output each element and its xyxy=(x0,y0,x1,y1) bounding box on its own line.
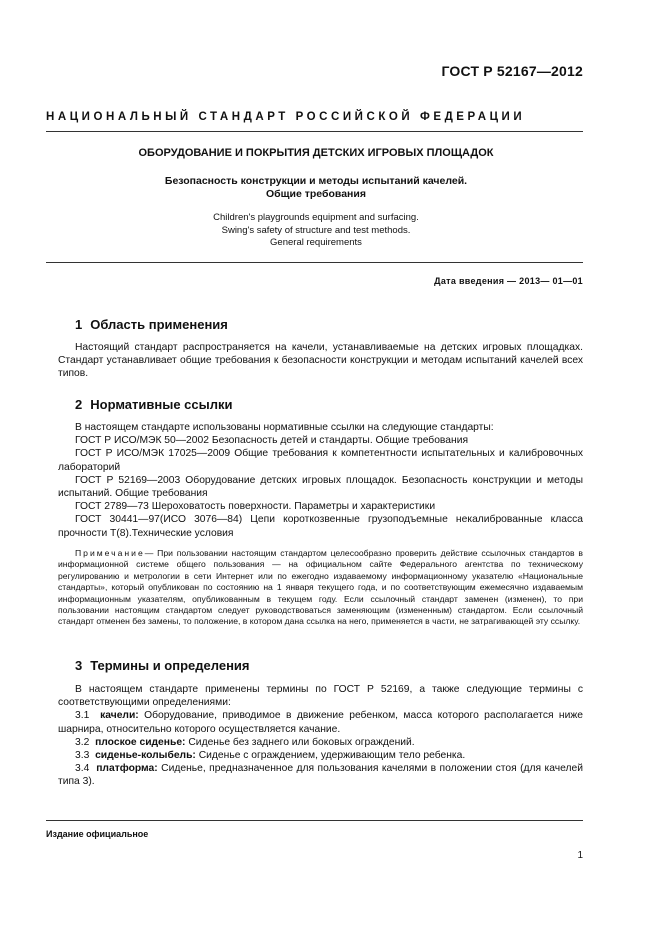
term-name: плоское сиденье: xyxy=(95,736,186,748)
term-definition: Сиденье, предназначенное для пользования качелями в положении стоя (для качелей типа 3). xyxy=(58,763,583,788)
term-number: 3.1 xyxy=(75,710,90,722)
note-text: — При пользовании настоящим стандартом целесообразно проверить действие ссылочных стандартов в информационной системе общего пользования — на официальном сайте Федерального агентства по техническому регулированию и метрологии в сети Интернет или по ежегодно издаваемому информационному указателю «Национальные стандарты», который опубликован по состоянию на 1 января текущего года, и по соответствующим ежемесячно издаваемым информационным указателям, опубликованным в текущем году. Если ссылочный стандарт заменен (изменен), то при пользовании настоящим стандартом следует руководствоваться заменяющим (измененным) стандартом. Если ссылочный стандарт отменен без замены, то положение, в котором дана ссылка на него, применяется в части, не затрагивающей эту ссылку. xyxy=(58,548,583,627)
official-edition-label: Издание официальное xyxy=(46,829,149,839)
reference-item: ГОСТ 2789—73 Шероховатость поверхности. Параметры и характеристики xyxy=(75,501,436,513)
term-number: 3.4 xyxy=(75,763,90,775)
english-title-line-3: General requirements xyxy=(270,237,362,248)
term-number: 3.2 xyxy=(75,736,90,748)
section-1-body xyxy=(58,341,583,381)
section-1-number: 1 xyxy=(75,317,83,332)
section-2-heading xyxy=(75,397,232,412)
title-divider xyxy=(46,262,583,263)
section-2-note xyxy=(58,548,583,628)
term-name: качели: xyxy=(100,710,139,722)
term-item xyxy=(58,762,583,788)
term-item xyxy=(58,709,583,735)
section-3-heading xyxy=(75,658,250,673)
reference-item: ГОСТ Р ИСО/МЭК 50—2002 Безопасность детей и стандарты. Общие требования xyxy=(75,435,469,447)
term-name: платформа: xyxy=(96,763,158,775)
document-subtitle xyxy=(46,175,586,201)
term-definition: Сиденье с ограждением, удерживающим тело ребенка. xyxy=(198,750,466,762)
note-label: Примечание xyxy=(75,548,145,558)
section-2-number: 2 xyxy=(75,397,83,412)
term-item xyxy=(58,749,583,762)
term-number: 3.3 xyxy=(75,750,90,762)
english-title-line-2: Swing's safety of structure and test methods. xyxy=(221,224,411,236)
page-number: 1 xyxy=(577,850,583,861)
section-2-title: Нормативные ссылки xyxy=(90,397,233,412)
english-title xyxy=(46,212,586,250)
introduction-date: Дата введения — 2013— 01—01 xyxy=(434,276,583,286)
document-title: ОБОРУДОВАНИЕ И ПОКРЫТИЯ ДЕТСКИХ ИГРОВЫХ ПЛОЩАДОК xyxy=(138,147,494,159)
section-2-body xyxy=(58,421,583,540)
reference-item: ГОСТ 30441—97(ИСО 3076—84) Цепи короткозвенные грузоподъемные некалиброванные класса прочности Т(8).Технические условия xyxy=(58,514,583,539)
section-1-text: Настоящий стандарт распространяется на качели, устанавливаемые на детских игровых площадках. Стандарт устанавливает общие требования к безопасности конструкции и методам испытаний качелей всех типов. xyxy=(58,342,583,380)
section-3-title: Термины и определения xyxy=(90,658,250,673)
national-standard-banner: НАЦИОНАЛЬНЫЙ СТАНДАРТ РОССИЙСКОЙ ФЕДЕРАЦИИ xyxy=(46,111,526,123)
footer-divider xyxy=(46,820,583,821)
term-item xyxy=(58,736,583,749)
section-3-body xyxy=(58,683,583,789)
section-1-title: Область применения xyxy=(90,317,228,332)
header-divider xyxy=(46,131,583,132)
english-title-line-1: Children's playgrounds equipment and surfacing. xyxy=(213,212,419,223)
subtitle-line-2: Общие требования xyxy=(266,188,366,200)
document-code: ГОСТ Р 52167—2012 xyxy=(441,63,583,79)
term-definition: Сиденье без заднего или боковых ограждений. xyxy=(188,736,415,748)
term-name: сиденье-колыбель: xyxy=(95,750,196,762)
section-3-intro: В настоящем стандарте применены термины по ГОСТ Р 52169, а также следующие термины с соответствующими определениями: xyxy=(58,684,583,709)
reference-item: ГОСТ Р ИСО/МЭК 17025—2009 Общие требования к компетентности испытательных и калибровочных лабораторий xyxy=(58,448,583,473)
section-2-intro: В настоящем стандарте использованы нормативные ссылки на следующие стандарты: xyxy=(75,422,494,433)
term-definition: Оборудование, приводимое в движение ребенком, масса которого располагается ниже шарнира, относительно которого осуществляется качание. xyxy=(58,710,583,735)
reference-item: ГОСТ Р 52169—2003 Оборудование детских игровых площадок. Безопасность конструкции и методы испытаний. Общие требования xyxy=(58,474,583,500)
subtitle-line-1: Безопасность конструкции и методы испытаний качелей. xyxy=(164,175,468,187)
section-1-heading xyxy=(75,317,228,332)
section-3-number: 3 xyxy=(75,658,83,673)
